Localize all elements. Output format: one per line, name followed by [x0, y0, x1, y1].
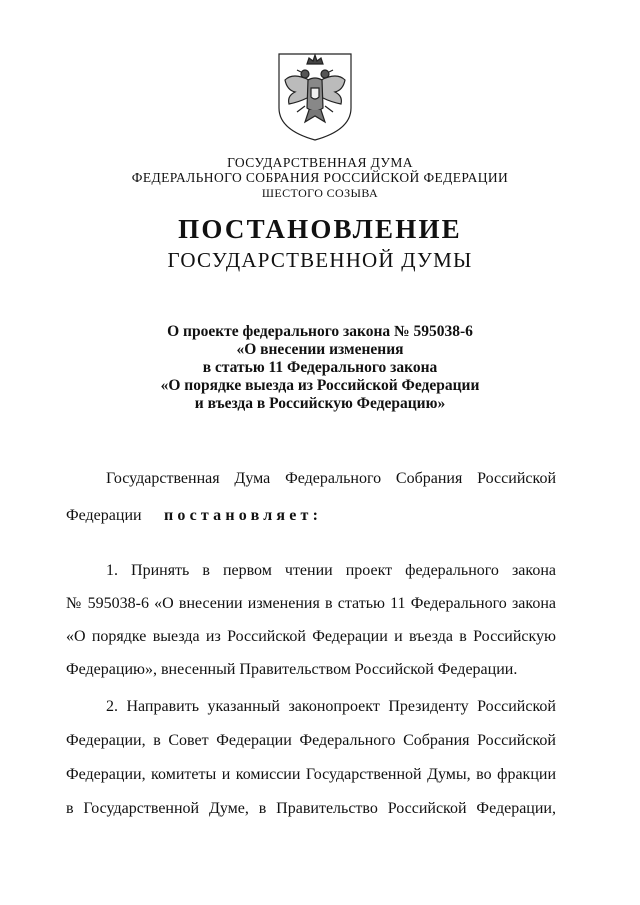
- document-title: ПОСТАНОВЛЕНИЕ: [178, 214, 462, 244]
- paragraph-1-line-4: Федерацию», внесенный Правительством Российской Федерации.: [66, 661, 518, 678]
- issuer-line-2: ФЕДЕРАЛЬНОГО СОБРАНИЯ РОССИЙСКОЙ ФЕДЕРАЦИИ: [131, 170, 509, 185]
- subject-line-3: в статью 11 Федерального закона: [202, 359, 438, 376]
- paragraph-2-line-3: Федерации, комитеты и комиссии Государственной Думы, во фракции: [66, 766, 556, 783]
- paragraph-1-line-3: «О порядке выезда из Российской Федерации и въезда в Российскую: [66, 628, 556, 645]
- paragraph-1-line-1: 1. Принять в первом чтении проект федерального закона: [106, 562, 556, 579]
- preamble-line-1: Государственная Дума Федерального Собрания Российской: [106, 470, 556, 487]
- subject-line-5: и въезда в Российскую Федерацию»: [194, 395, 446, 412]
- subject-line-1: О проекте федерального закона № 595038-6: [167, 323, 473, 340]
- issuer-line-1: ГОСУДАРСТВЕННАЯ ДУМА: [227, 155, 413, 170]
- coat-of-arms-emblem: [275, 50, 355, 142]
- convocation-line: ШЕСТОГО СОЗЫВА: [261, 186, 379, 200]
- preamble-line-2: Федерации: [66, 507, 142, 524]
- document-subtitle: ГОСУДАРСТВЕННОЙ ДУМЫ: [167, 248, 473, 272]
- subject-line-2: «О внесении изменения: [236, 341, 404, 358]
- paragraph-2-line-2: Федерации, в Совет Федерации Федерального Собрания Российской: [66, 732, 556, 749]
- paragraph-1-line-2: № 595038-6 «О внесении изменения в статью 11 Федерального закона: [66, 595, 556, 612]
- paragraph-2-line-1: 2. Направить указанный законопроект Президенту Российской: [106, 698, 556, 715]
- paragraph-2-line-4: в Государственной Думе, в Правительство Российской Федерации,: [66, 800, 556, 817]
- decree-word: постановляет:: [164, 507, 323, 524]
- subject-line-4: «О порядке выезда из Российской Федерации: [160, 377, 480, 394]
